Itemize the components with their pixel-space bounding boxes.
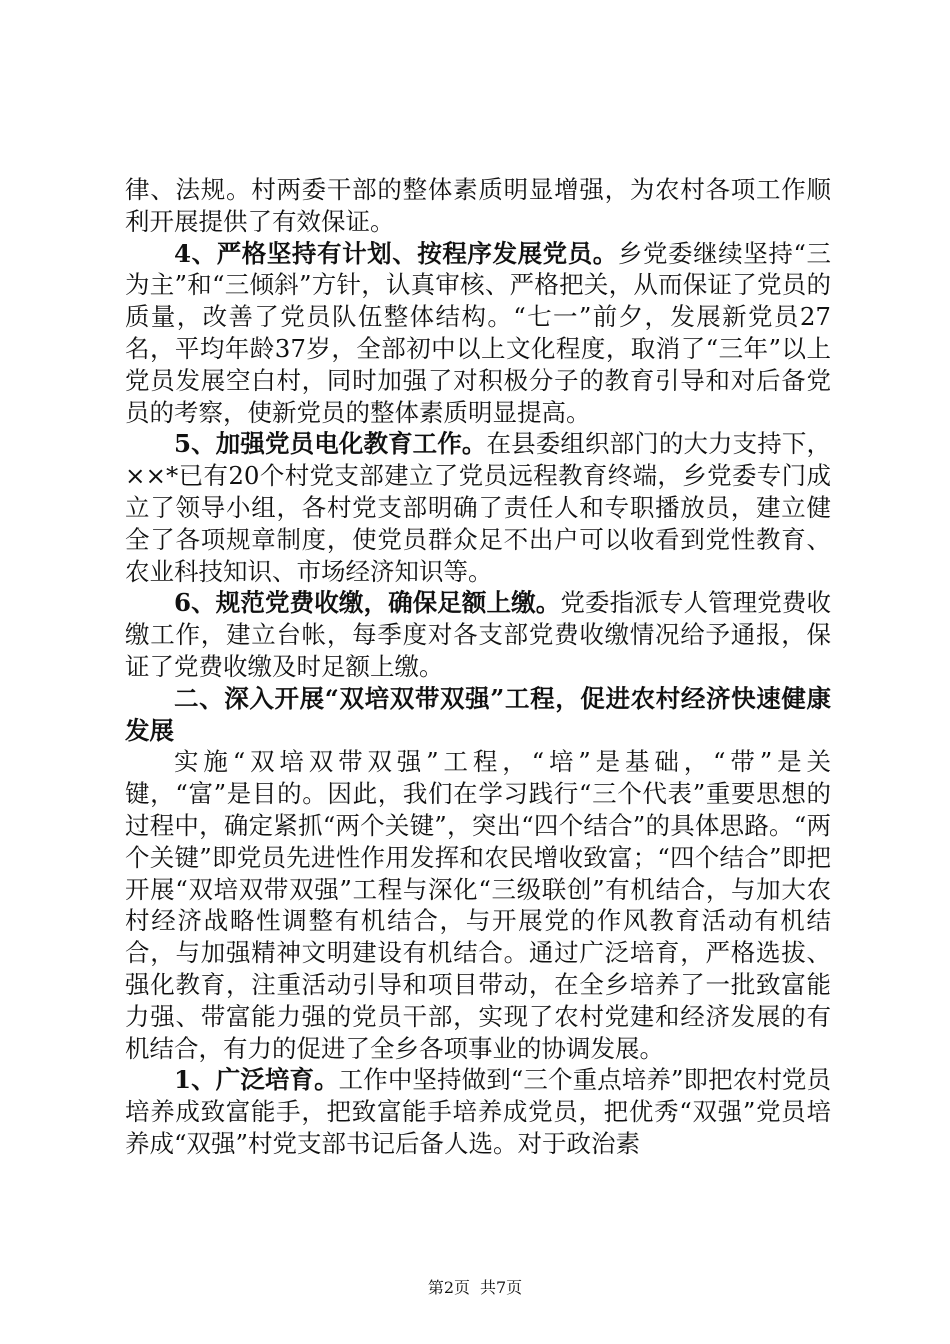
paragraph-lead: 1、广泛培育。 bbox=[174, 1065, 339, 1095]
document-body bbox=[125, 174, 831, 1160]
section-heading: 二、深入开展“双培双带双强”工程，促进农村经济快速健康发展 bbox=[125, 683, 831, 745]
paragraph-lead: 6、规范党费收缴，确保足额上缴。 bbox=[174, 588, 561, 618]
paragraph-item-4 bbox=[125, 238, 831, 429]
paragraph-text: 工作中坚持做到“三个重点培养”即把农村党员培养成致富能手，把致富能手培养成党员，把优秀“双强”党员培养成“双强”村党支部书记后备人选。对于政治素 bbox=[125, 1065, 831, 1158]
paragraph-item-1 bbox=[125, 1064, 831, 1159]
section-body: 实施“双培双带双强”工程，“培”是基础，“带”是关键，“富”是目的。因此，我们在学习践行“三个代表”重要思想的过程中，确定紧抓“两个关键”，突出“四个结合”的具体思路。“两个关键”即党员先进性作用发挥和农民增收致富；“四个结合”即把开展“双培双带双强”工程与深化“三级联创”有机结合，与加大农村经济战略性调整有机结合，与开展党的作风教育活动有机结合，与加强精神文明建设有机结合。通过广泛培育，严格选拔、强化教育，注重活动引导和项目带动，在全乡培养了一批致富能力强、带富能力强的党员干部，实现了农村党建和经济发展的有机结合，有力的促进了全乡各项事业的协调发展。 bbox=[125, 747, 831, 1063]
paragraph-continuation bbox=[125, 174, 831, 238]
paragraph-lead: 5、加强党员电化教育工作。 bbox=[174, 429, 487, 459]
paragraph-item-5 bbox=[125, 428, 831, 587]
paragraph-text: 乡党委继续坚持“三为主”和“三倾斜”方针，认真审核、严格把关，从而保证了党员的质量，改善了党员队伍整体结构。“七一”前夕，发展新党员27名，平均年龄37岁，全部初中以上文化程度，取消了“三年”以上党员发展空白村，同时加强了对积极分子的教育引导和对后备党员的考察，使新党员的整体素质明显提高。 bbox=[125, 238, 832, 427]
paragraph-item-6 bbox=[125, 587, 831, 682]
page-footer bbox=[0, 1275, 950, 1298]
paragraph-text: 党委指派专人管理党费收缴工作，建立台帐，每季度对各支部党费收缴情况给予通报，保证了党费收缴及时足额上缴。 bbox=[125, 588, 832, 681]
paragraph-text: 律、法规。村两委干部的整体素质明显增强，为农村各项工作顺利开展提供了有效保证。 bbox=[125, 175, 831, 236]
page-total: 共7页 bbox=[480, 1278, 523, 1297]
paragraph-lead: 4、严格坚持有计划、按程序发展党员。 bbox=[174, 238, 618, 268]
page-number: 第2页 bbox=[427, 1278, 470, 1297]
paragraph-text: 在县委组织部门的大力支持下，××*已有20个村党支部建立了党员远程教育终端，乡党委专门成立了领导小组，各村党支部明确了责任人和专职播放员，建立健全了各项规章制度，使党员群众足不出户可以收看到党性教育、农业科技知识、市场经济知识等。 bbox=[125, 429, 832, 586]
